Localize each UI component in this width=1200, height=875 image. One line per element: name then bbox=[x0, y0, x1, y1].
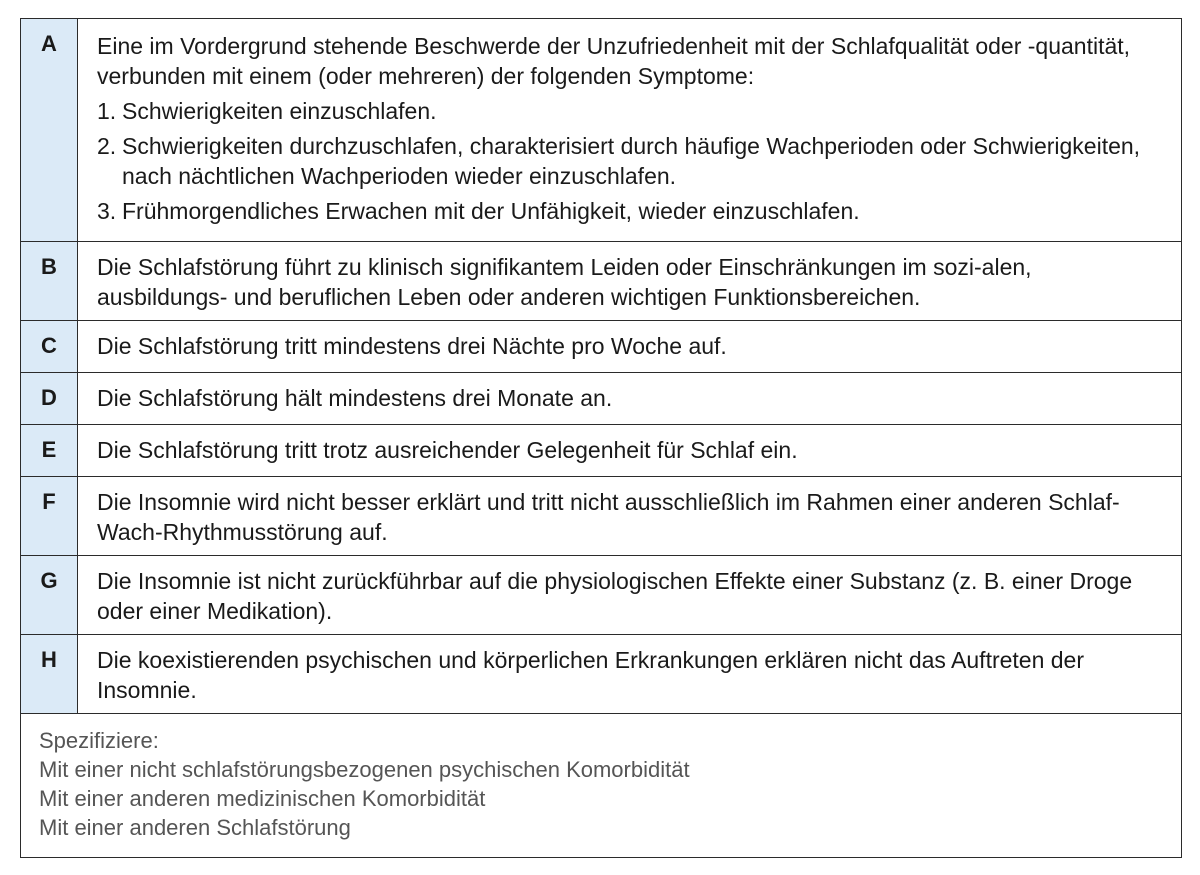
criterion-text: Die Schlafstörung hält mindestens drei Monate an. bbox=[97, 385, 613, 411]
symptom-text: Schwierigkeiten einzuschlafen. bbox=[122, 98, 437, 124]
specifiers-heading: Spezifiziere: bbox=[39, 728, 159, 753]
criterion-text: Die koexistierenden psychischen und körperlichen Erkrankungen erklären nicht das Auftreten der Insomnie. bbox=[97, 647, 1085, 703]
symptom-item bbox=[97, 131, 1165, 191]
criterion-letter: G bbox=[21, 556, 78, 634]
symptom-number: 3. bbox=[97, 198, 117, 224]
criterion-row-f bbox=[21, 477, 1181, 556]
criterion-letter: F bbox=[21, 477, 78, 555]
criterion-letter: C bbox=[21, 321, 78, 372]
criterion-letter: B bbox=[21, 242, 78, 320]
symptom-list bbox=[97, 96, 1165, 226]
criterion-letter: E bbox=[21, 425, 78, 476]
criterion-row-h bbox=[21, 635, 1181, 714]
criterion-letter: H bbox=[21, 635, 78, 713]
criterion-letter: A bbox=[21, 19, 78, 241]
specifier-item: Mit einer anderen Schlafstörung bbox=[39, 815, 351, 840]
specifiers-section bbox=[21, 714, 1181, 857]
criterion-row-b bbox=[21, 242, 1181, 321]
specifier-item: Mit einer anderen medizinischen Komorbidität bbox=[39, 786, 486, 811]
symptom-number: 1. bbox=[97, 98, 117, 124]
criterion-text: Die Schlafstörung tritt trotz ausreichender Gelegenheit für Schlaf ein. bbox=[97, 437, 798, 463]
criterion-row-a bbox=[21, 19, 1181, 242]
symptom-text: Schwierigkeiten durchzuschlafen, charakterisiert durch häufige Wachperioden oder Schwierigkeiten, nach nächtlichen Wachperioden wieder einzuschlafen. bbox=[122, 133, 1141, 189]
criterion-row-g bbox=[21, 556, 1181, 635]
criterion-row-c bbox=[21, 321, 1181, 373]
criterion-text: Die Insomnie ist nicht zurückführbar auf die physiologischen Effekte einer Substanz (z. B. einer Droge oder einer Medikation). bbox=[97, 568, 1133, 624]
criterion-text: Die Schlafstörung tritt mindestens drei Nächte pro Woche auf. bbox=[97, 333, 727, 359]
symptom-number: 2. bbox=[97, 133, 117, 159]
symptom-text: Frühmorgendliches Erwachen mit der Unfähigkeit, wieder einzuschlafen. bbox=[122, 198, 860, 224]
criteria-table bbox=[20, 18, 1182, 858]
specifier-item: Mit einer nicht schlafstörungsbezogenen psychischen Komorbidität bbox=[39, 757, 690, 782]
symptom-item bbox=[97, 96, 1165, 126]
criterion-text: Die Insomnie wird nicht besser erklärt und tritt nicht ausschließlich im Rahmen einer anderen Schlaf-Wach-Rhythmusstörung auf. bbox=[97, 489, 1120, 545]
criterion-letter: D bbox=[21, 373, 78, 424]
criterion-text: Die Schlafstörung führt zu klinisch signifikantem Leiden oder Einschränkungen im sozi-alen, ausbildungs- und beruflichen Leben oder anderen wichtigen Funktionsbereichen. bbox=[97, 254, 1032, 310]
symptom-item bbox=[97, 196, 1165, 226]
criterion-row-d bbox=[21, 373, 1181, 425]
criterion-intro: Eine im Vordergrund stehende Beschwerde der Unzufriedenheit mit der Schlafqualität oder -quantität, verbunden mit einem (oder mehreren) der folgenden Symptome: bbox=[97, 33, 1131, 89]
criterion-row-e bbox=[21, 425, 1181, 477]
criterion-text bbox=[78, 19, 1181, 241]
